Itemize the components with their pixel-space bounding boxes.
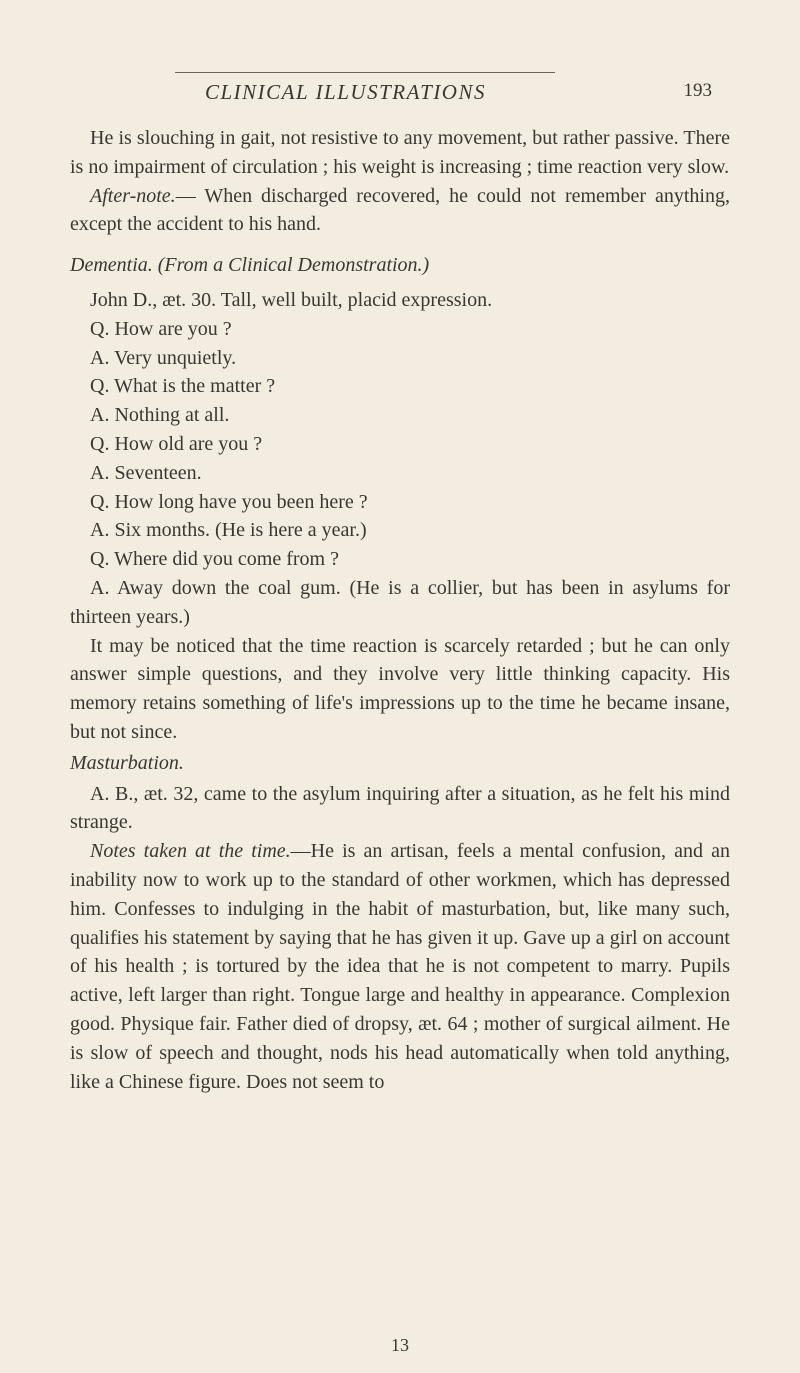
notes-label: Notes taken at the time.	[90, 840, 291, 863]
qa-line: A. Seventeen.	[90, 461, 202, 484]
masturbation-intro: A. B., æt. 32, came to the asylum inquiring after a situation, as he felt his mind strange.	[70, 782, 730, 834]
qa-line-long: A. Away down the coal gum. (He is a collier, but has been in asylums for thirteen years.)	[70, 576, 730, 628]
header-rule	[175, 72, 555, 73]
after-note-label: After-note.	[90, 184, 176, 207]
after-note-paragraph	[70, 182, 730, 240]
qa-line: A. Very unquietly.	[90, 346, 237, 369]
notes-text: —He is an artisan, feels a mental confusion, and an inability now to work up to the standard of other workmen, which has depressed him. Confesses to indulging in the habit of masturbation, but, like many such, qualifies his statement by saying that he has given it up. Gave up a girl on account of his health ; is tortured by the idea that he is not competent to marry. Pupils active, left larger than right. Tongue large and healthy in appearance. Complexion good. Physique fair. Father died of dropsy, æt. 64 ; mother of surgical ailment. He is slow of speech and thought, nods his head automatically when told anything, like a Chinese figure. Does not seem to	[70, 840, 730, 1093]
running-head-title: CLINICAL ILLUSTRATIONS	[205, 80, 486, 104]
masturbation-heading: Masturbation.	[70, 751, 184, 774]
qa-line: Q. How long have you been here ?	[90, 490, 368, 513]
body-text	[70, 124, 730, 1096]
qa-line: Q. How are you ?	[90, 317, 232, 340]
continuation-paragraph: He is slouching in gait, not resistive to any movement, but rather passive. There is no impairment of circulation ; his weight is increasing ; time reaction very slow.	[70, 127, 730, 178]
dementia-heading: Dementia. (From a Clinical Demonstration.)	[70, 254, 430, 277]
dementia-comment: It may be noticed that the time reaction is scarcely retarded ; but he can only answer simple questions, and they involve very little thinking capacity. His memory retains something of life's impressions up to the time he became insane, but not since.	[70, 634, 730, 743]
page-number: 193	[683, 80, 712, 101]
signature-mark: 13	[391, 1335, 409, 1355]
qa-line: A. Nothing at all.	[90, 404, 230, 427]
running-head	[0, 80, 800, 110]
qa-line: Q. What is the matter ?	[90, 375, 276, 398]
qa-line: A. Six months. (He is here a year.)	[90, 519, 367, 542]
qa-line: Q. How old are you ?	[90, 432, 263, 455]
after-note-text: — When discharged recovered, he could not remember anything, except the accident to his hand.	[70, 184, 730, 236]
qa-line: Q. Where did you come from ?	[90, 548, 339, 571]
masturbation-notes	[70, 837, 730, 1096]
dementia-intro: John D., æt. 30. Tall, well built, placid expression.	[90, 288, 493, 311]
